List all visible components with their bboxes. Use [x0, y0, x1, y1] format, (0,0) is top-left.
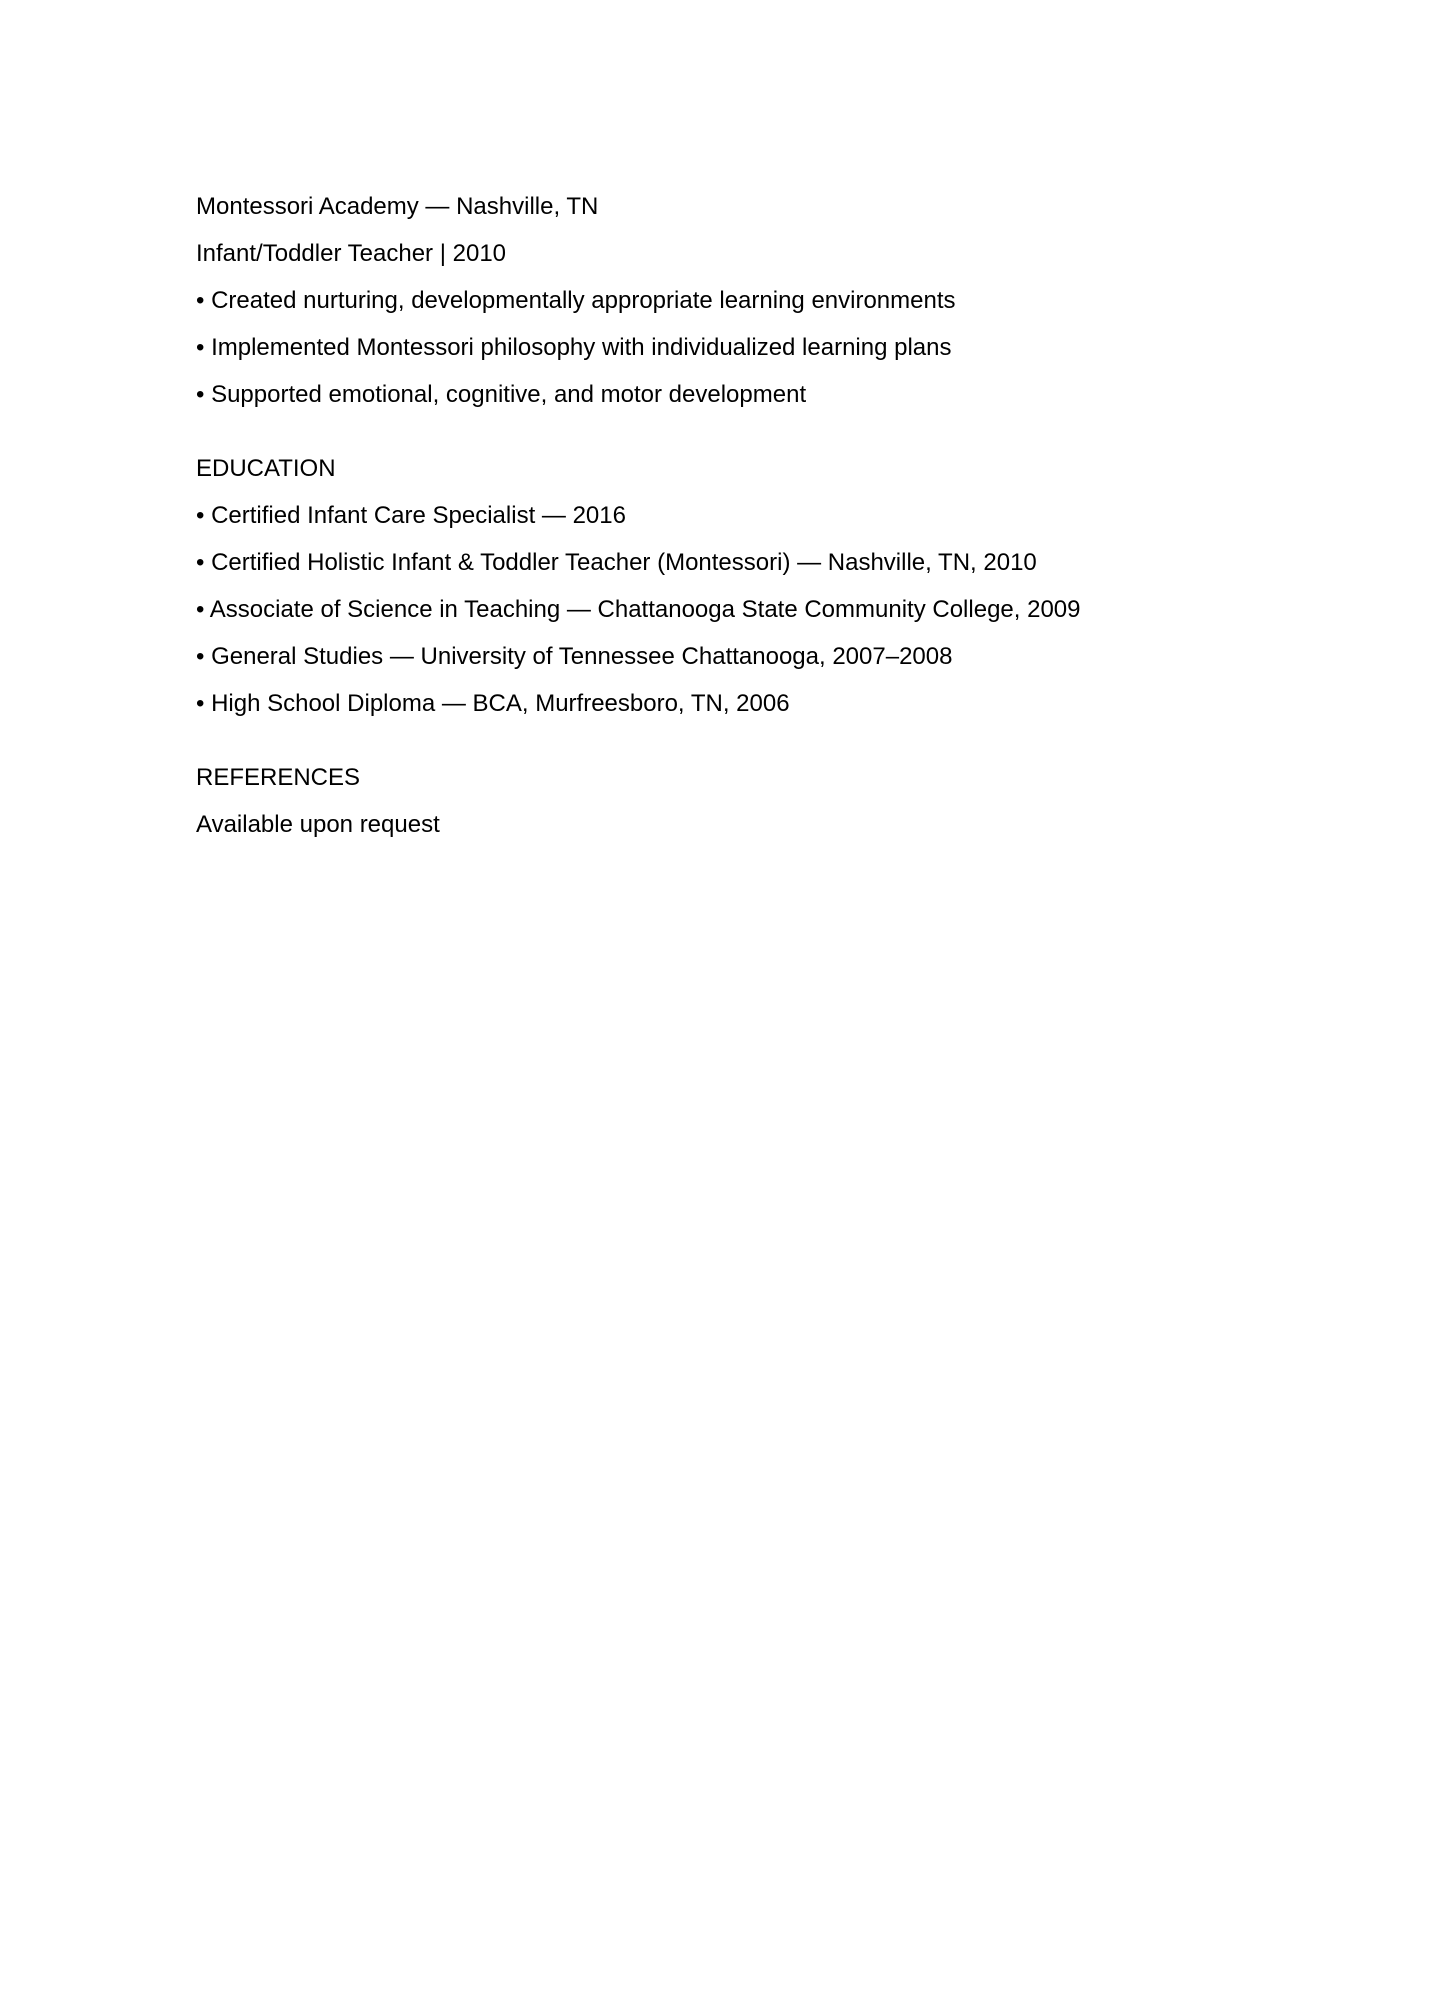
education-item: • Associate of Science in Teaching — Chattanooga State Community College, 2009 — [196, 586, 1296, 633]
education-item: • Certified Holistic Infant & Toddler Teacher (Montessori) — Nashville, TN, 2010 — [196, 539, 1296, 586]
references-text: Available upon request — [196, 811, 440, 838]
references-section — [196, 754, 1296, 848]
role-line: Infant/Toddler Teacher | 2010 — [196, 240, 507, 267]
resume-content — [196, 183, 1296, 848]
experience-bullet: • Supported emotional, cognitive, and motor development — [196, 371, 1296, 418]
education-item: • Certified Infant Care Specialist — 2016 — [196, 492, 1296, 539]
experience-bullet: • Created nurturing, developmentally appropriate learning environments — [196, 277, 1296, 324]
education-section — [196, 445, 1296, 727]
references-heading: REFERENCES — [196, 764, 361, 791]
education-heading: EDUCATION — [196, 455, 336, 482]
experience-bullet: • Implemented Montessori philosophy with individualized learning plans — [196, 324, 1296, 371]
employer-line: Montessori Academy — Nashville, TN — [196, 193, 599, 220]
education-item: • High School Diploma — BCA, Murfreesboro, TN, 2006 — [196, 680, 1296, 727]
education-item: • General Studies — University of Tennessee Chattanooga, 2007–2008 — [196, 633, 1296, 680]
experience-section — [196, 183, 1296, 418]
